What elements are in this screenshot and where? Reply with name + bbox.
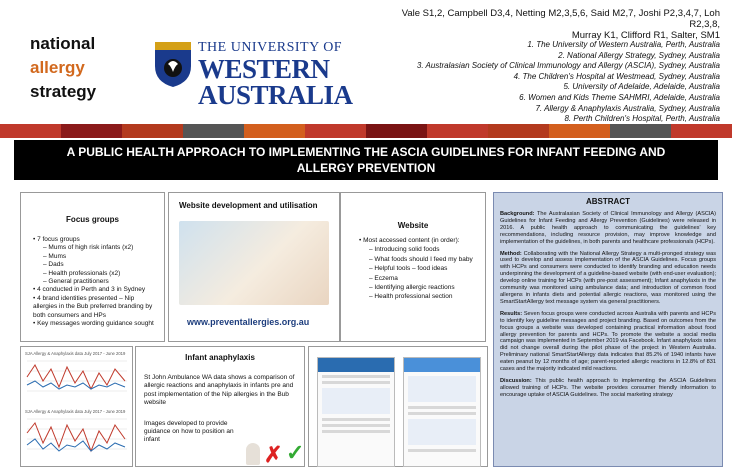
abstract-method <box>494 251 722 306</box>
authors-line2: Murray K1, Clifford R1, Salter, SM1 <box>571 30 720 41</box>
nas-logo-line2: allergy <box>30 58 85 77</box>
website-development-panel <box>168 192 340 342</box>
abstract-panel <box>493 192 723 467</box>
list-item: – Mums of high risk infants (x2) <box>43 244 134 252</box>
baby-photo <box>179 221 329 305</box>
affiliation-item: 5. University of Adelaide, Adelaide, Australia <box>563 82 720 92</box>
stripe-segment <box>0 124 61 138</box>
title-line2: ALLERGY PREVENTION <box>296 161 436 175</box>
resource-screenshots-panel <box>308 346 488 467</box>
method-label: Method: <box>500 250 522 257</box>
discussion-label: Discussion: <box>500 377 532 384</box>
list-item: – Mums <box>43 252 67 260</box>
list-item: – Identifying allergic reactions <box>369 284 455 292</box>
chart2-title: SJA Allergy & Anaphylaxis data July 2017 - June 2019 <box>25 409 126 414</box>
website-list <box>341 230 485 302</box>
website-panel <box>340 192 486 342</box>
affiliations <box>360 40 720 125</box>
affiliation-item: 2. National Allergy Strategy, Sydney, Australia <box>558 50 720 60</box>
list-item: • 7 focus groups <box>33 236 80 243</box>
abstract-background <box>494 211 722 246</box>
anaphylaxis-para2: Images developed to provide guidance on how to position an infant <box>144 419 234 444</box>
stripe-segment <box>671 124 732 138</box>
method-text: Collaborating with the National Allergy Strategy a multi-pronged strategy was used to develop and assess implementation of the ASCIA Guidelines. Focus groups with HCPs and consumers were conducted to identify branding and education needs underpinning the development of a guideline-based website (with end-user evaluation); develop online training for HCPs (with pre-post assessment); Infant anaphylaxis in the community was monitored using ambulance data; and introduction of common food allergens in infants diets and potential allergic reactions, was monitored using the SmartStartAllergy text message system via general practitioners. <box>500 250 716 305</box>
list-item: – Introducing solid foods <box>369 246 440 254</box>
resource-screenshot <box>317 357 395 467</box>
nas-logo-line3: strategy <box>30 82 97 101</box>
website-development-heading: Website development and utilisation <box>179 201 318 210</box>
ambulance-charts <box>21 347 132 466</box>
cross-icon: ✗ <box>264 442 283 467</box>
stripe-segment <box>427 124 488 138</box>
uwa-logo <box>198 40 353 108</box>
list-item: – What foods should I feed my baby <box>369 255 473 263</box>
uwa-crest-icon <box>153 40 193 88</box>
stripe-segment <box>244 124 305 138</box>
affiliation-item: 8. Perth Children's Hospital, Perth, Australia <box>564 114 720 124</box>
list-item: • Most accessed content (in order): <box>359 237 460 244</box>
list-item: – General practitioners <box>43 278 109 286</box>
ambulance-charts-panel <box>20 346 133 467</box>
stripe-segment <box>488 124 549 138</box>
abstract-discussion <box>494 378 722 399</box>
authors-line1: Vale S1,2, Campbell D3,4, Netting M2,3,5,6, Said M2,7, Joshi P2,3,4,7, Loh R2,3,8, <box>401 8 720 30</box>
results-text: Seven focus groups were conducted across Australia with parents and HCPs to identify key guideline messages and project branding. Based on outcomes from the focus groups a website was developed containing practical information about food allergy prevention for parents and HCPs. To promote the website a social media campaign was implemented in September 2019 via Facebook. Infant anaphylaxis rates did not change overall during the pilot phase of the project in Western Australia. Preliminary national SmartStartAllergy data indicates that 85.2% of 1940 infants have eaten peanut by 12 months of age; parent-reported allergic reactions in 12.8% of 831 cases and the majority indicated mild reactions. <box>500 310 716 373</box>
website-heading: Website <box>397 221 429 230</box>
poster-title <box>14 140 718 180</box>
list-item: – Helpful tools – food ideas <box>369 265 448 273</box>
affiliation-item: 6. Women and Kids Theme SAHMRI, Adelaide, Australia <box>519 92 720 102</box>
website-url[interactable]: www.preventallergies.org.au <box>187 317 310 327</box>
affiliation-item: 7. Allergy & Anaphylaxis Australia, Sydney, Australia <box>535 103 720 113</box>
stripe-segment <box>183 124 244 138</box>
infant-anaphylaxis-panel <box>135 346 305 467</box>
list-item: – Eczema <box>369 274 398 282</box>
check-icon: ✓ <box>286 440 305 465</box>
abstract-heading: ABSTRACT <box>586 197 630 206</box>
stripe-segment <box>366 124 427 138</box>
anaphylaxis-para1: St John Ambulance WA data shows a comparison of allergic reactions and anaphylaxis in infants pre and post implementation of the Nip allergies in the Bub website <box>144 374 295 407</box>
focus-groups-panel <box>20 192 165 342</box>
abstract-results <box>494 311 722 373</box>
list-item: • 4 brand identities presented – Nip allergies in the Bub preferred branding by both consumers and HPs <box>33 294 153 319</box>
uwa-logo-line1: THE UNIVERSITY OF <box>198 40 343 55</box>
infant-illustration <box>246 443 260 465</box>
title-line1: A PUBLIC HEALTH APPROACH TO IMPLEMENTING THE ASCIA GUIDELINES FOR INFANT FEEDING AND <box>66 145 666 159</box>
list-item: – Health professional section <box>369 293 453 301</box>
stripe-segment <box>549 124 610 138</box>
discussion-text: This public health approach to implementing the ASCIA Guidelines allowed training of HCPs. The website provides consumer friendly information to encourage uptake of ASCIA Guidelines. The social marketing strategy <box>500 377 717 398</box>
authors <box>400 8 720 41</box>
color-stripe <box>0 124 732 138</box>
nas-logo-line1: national <box>30 34 96 53</box>
list-item: – Health professionals (x2) <box>43 269 121 277</box>
chart1-title: SJA Allergy & Anaphylaxis data July 2017 - June 2019 <box>25 351 126 356</box>
stripe-segment <box>610 124 671 138</box>
stripe-segment <box>122 124 183 138</box>
affiliation-item: 1. The University of Western Australia, Perth, Australia <box>527 40 720 49</box>
national-allergy-strategy-logo <box>30 32 150 104</box>
background-label: Background: <box>500 211 535 217</box>
stripe-segment <box>61 124 122 138</box>
background-text: The Australasian Society of Clinical Immunology and Allergy (ASCIA) Guidelines for Infant Feeding and Allergy Prevention (Guidelines) were released in 2016. A public health approach to communicating the guidelines' key recommendations, including resource provision, may improve knowledge and implementation of the guidelines, in both parents and healthcare professionals (HCPs). <box>500 211 717 245</box>
affiliation-item: 4. The Children's Hospital at Westmead, Sydney, Australia <box>513 71 720 81</box>
uwa-logo-line3: AUSTRALIA <box>198 80 353 110</box>
results-label: Results: <box>500 310 523 317</box>
stripe-segment <box>305 124 366 138</box>
focus-groups-heading: Focus groups <box>66 215 119 224</box>
infant-anaphylaxis-heading: Infant anaphylaxis <box>185 353 255 362</box>
list-item: – Dads <box>43 261 64 269</box>
list-item: • 4 conducted in Perth and 3 in Sydney <box>33 286 146 294</box>
uwa-logo-line2: WESTERN <box>198 54 330 84</box>
focus-groups-list <box>21 224 164 328</box>
list-item: • Key messages wording guidance sought <box>33 320 154 328</box>
resource-screenshot <box>403 357 481 467</box>
affiliation-item: 3. Australasian Society of Clinical Immunology and Allergy (ASCIA), Sydney, Australia <box>416 61 720 71</box>
